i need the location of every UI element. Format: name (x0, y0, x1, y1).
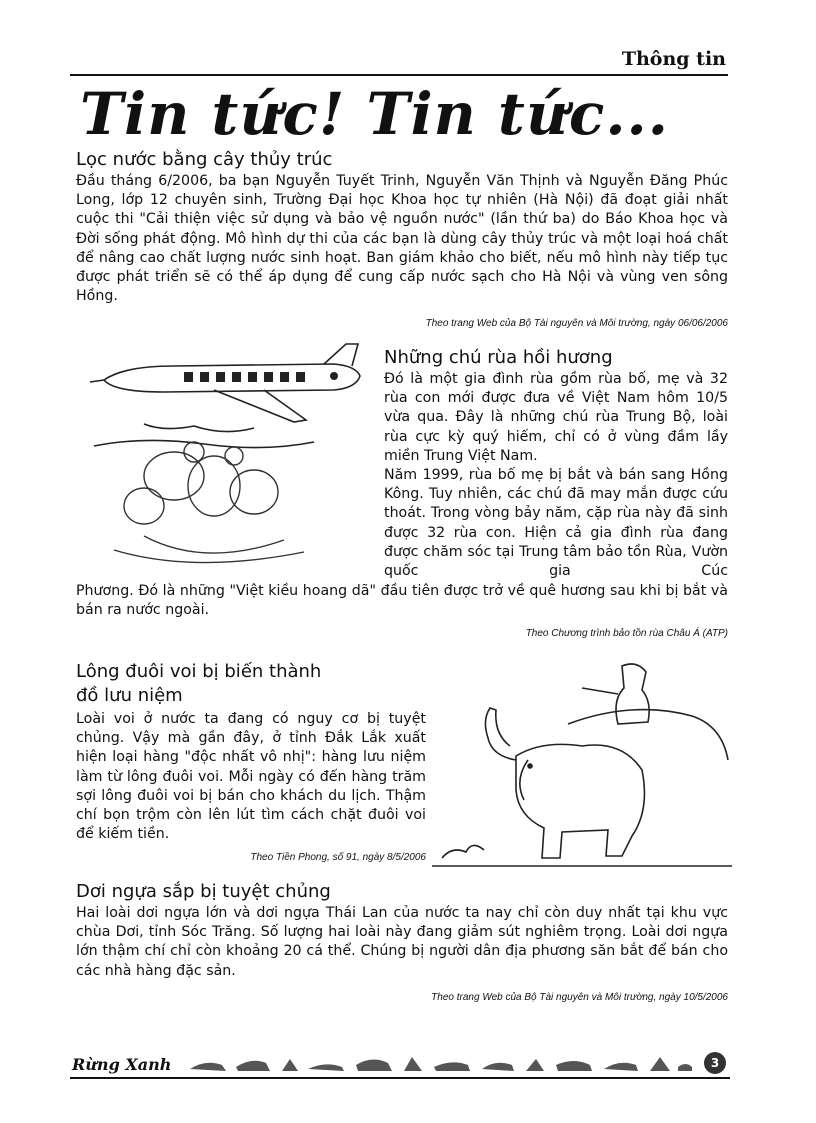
footer-rule (70, 1077, 730, 1079)
article-2-paragraph-2: Năm 1999, rùa bố mẹ bị bắt và bán sang Hồng Kông. Tuy nhiên, các chú đã may mắn được cứu thoát. Trong vòng bảy năm, cặp rùa này đã sinh được 32 rùa con. Hiện cả gia đình rùa đang được chăm sóc tại Trung tâm bảo tồn Rùa, Vườn quốc gia Cúc (384, 467, 728, 580)
article-4-title: Dơi ngựa sắp bị tuyệt chủng (76, 881, 331, 902)
article-3-body: Loài voi ở nước ta đang có nguy cơ bị tuyệt chủng. Vậy mà gần đây, ở tỉnh Đắk Lắk xuất hiện loại hàng "độc nhất vô nhị": hàng lưu niệm làm từ lông đuôi voi. Mỗi ngày có đến hàng trăm sợi lông đuôi voi bị bán cho khách du lịch. Thậm chí bọn trộm còn lên lút tìm cách chặt đuôi voi để kiếm tiền. (76, 711, 426, 843)
article-3-source: Theo Tiền Phong, số 91, ngày 8/5/2006 (250, 852, 426, 863)
article-1-title: Lọc nước bằng cây thủy trúc (76, 149, 333, 170)
article-2-paragraph-1: Đó là một gia đình rùa gồm rùa bố, mẹ và 32 rùa con mới được đưa về Việt Nam hôm 10/5 vừa qua. Đây là những chú rùa Trung Bộ, loài rùa cực kỳ quý hiếm, chỉ có ở vùng đầm lầy miền Trung Việt Nam. (384, 371, 728, 464)
article-2-title: Những chú rùa hồi hương (384, 347, 613, 368)
animal-silhouette-strip (186, 1053, 694, 1075)
masthead-title: Tin tức! Tin tức... (80, 80, 669, 148)
page-number: 3 (704, 1052, 726, 1074)
airplane-turtle-illustration (84, 336, 374, 576)
article-4-body: Hai loài dơi ngựa lớn và dơi ngựa Thái Lan của nước ta nay chỉ còn duy nhất tại khu vực chùa Dơi, tỉnh Sóc Trăng. Số lượng hai loài này đang giảm sút nghiêm trọng. Loài dơi ngựa lớn thậm chí chỉ còn khoảng 20 cá thể. Chúng bị người dân địa phương săn bắt để bán cho các nhà hàng đặc sản. (76, 905, 728, 979)
article-3-title-line-1: Lông đuôi voi bị biến thành (76, 661, 322, 682)
article-3-title-line-2: đồ lưu niệm (76, 685, 183, 706)
article-2-paragraph-3: Phương. Đó là những "Việt kiều hoang dã" đầu tiên được trở về quê hương sau khi bị bắt và bán ra nước ngoài. (76, 583, 728, 619)
magazine-name: Rừng Xanh (72, 1055, 172, 1074)
article-1-source: Theo trang Web của Bộ Tài nguyên và Môi trường, ngày 06/06/2006 (425, 318, 728, 329)
section-label: Thông tin (621, 48, 726, 70)
article-4-source: Theo trang Web của Bộ Tài nguyên và Môi trường, ngày 10/5/2006 (431, 992, 728, 1003)
header-rule (70, 74, 728, 76)
elephant-illustration (432, 660, 732, 880)
article-2-source: Theo Chương trình bảo tồn rùa Châu Á (ATP) (525, 628, 728, 639)
article-1-body: Đầu tháng 6/2006, ba bạn Nguyễn Tuyết Trinh, Nguyễn Văn Thịnh và Nguyễn Đăng Phúc Long, lớp 12 chuyên sinh, Trường Đại học Khoa học tự nhiên (Hà Nội) đã đoạt giải nhất cuộc thi "Cải thiện việc sử dụng và bảo vệ nguồn nước" (lần thứ ba) do Báo Khoa học và Đời sống phát động. Mô hình dự thi của các bạn là dùng cây thủy trúc và một loại hoá chất để nâng cao chất lượng nước sinh hoạt. Ban giám khảo cho biết, nếu mô hình này tiếp tục được phát triển sẽ có thể áp dụng để cung cấp nước sạch cho Hà Nội và vùng ven sông Hồng. (76, 173, 728, 305)
